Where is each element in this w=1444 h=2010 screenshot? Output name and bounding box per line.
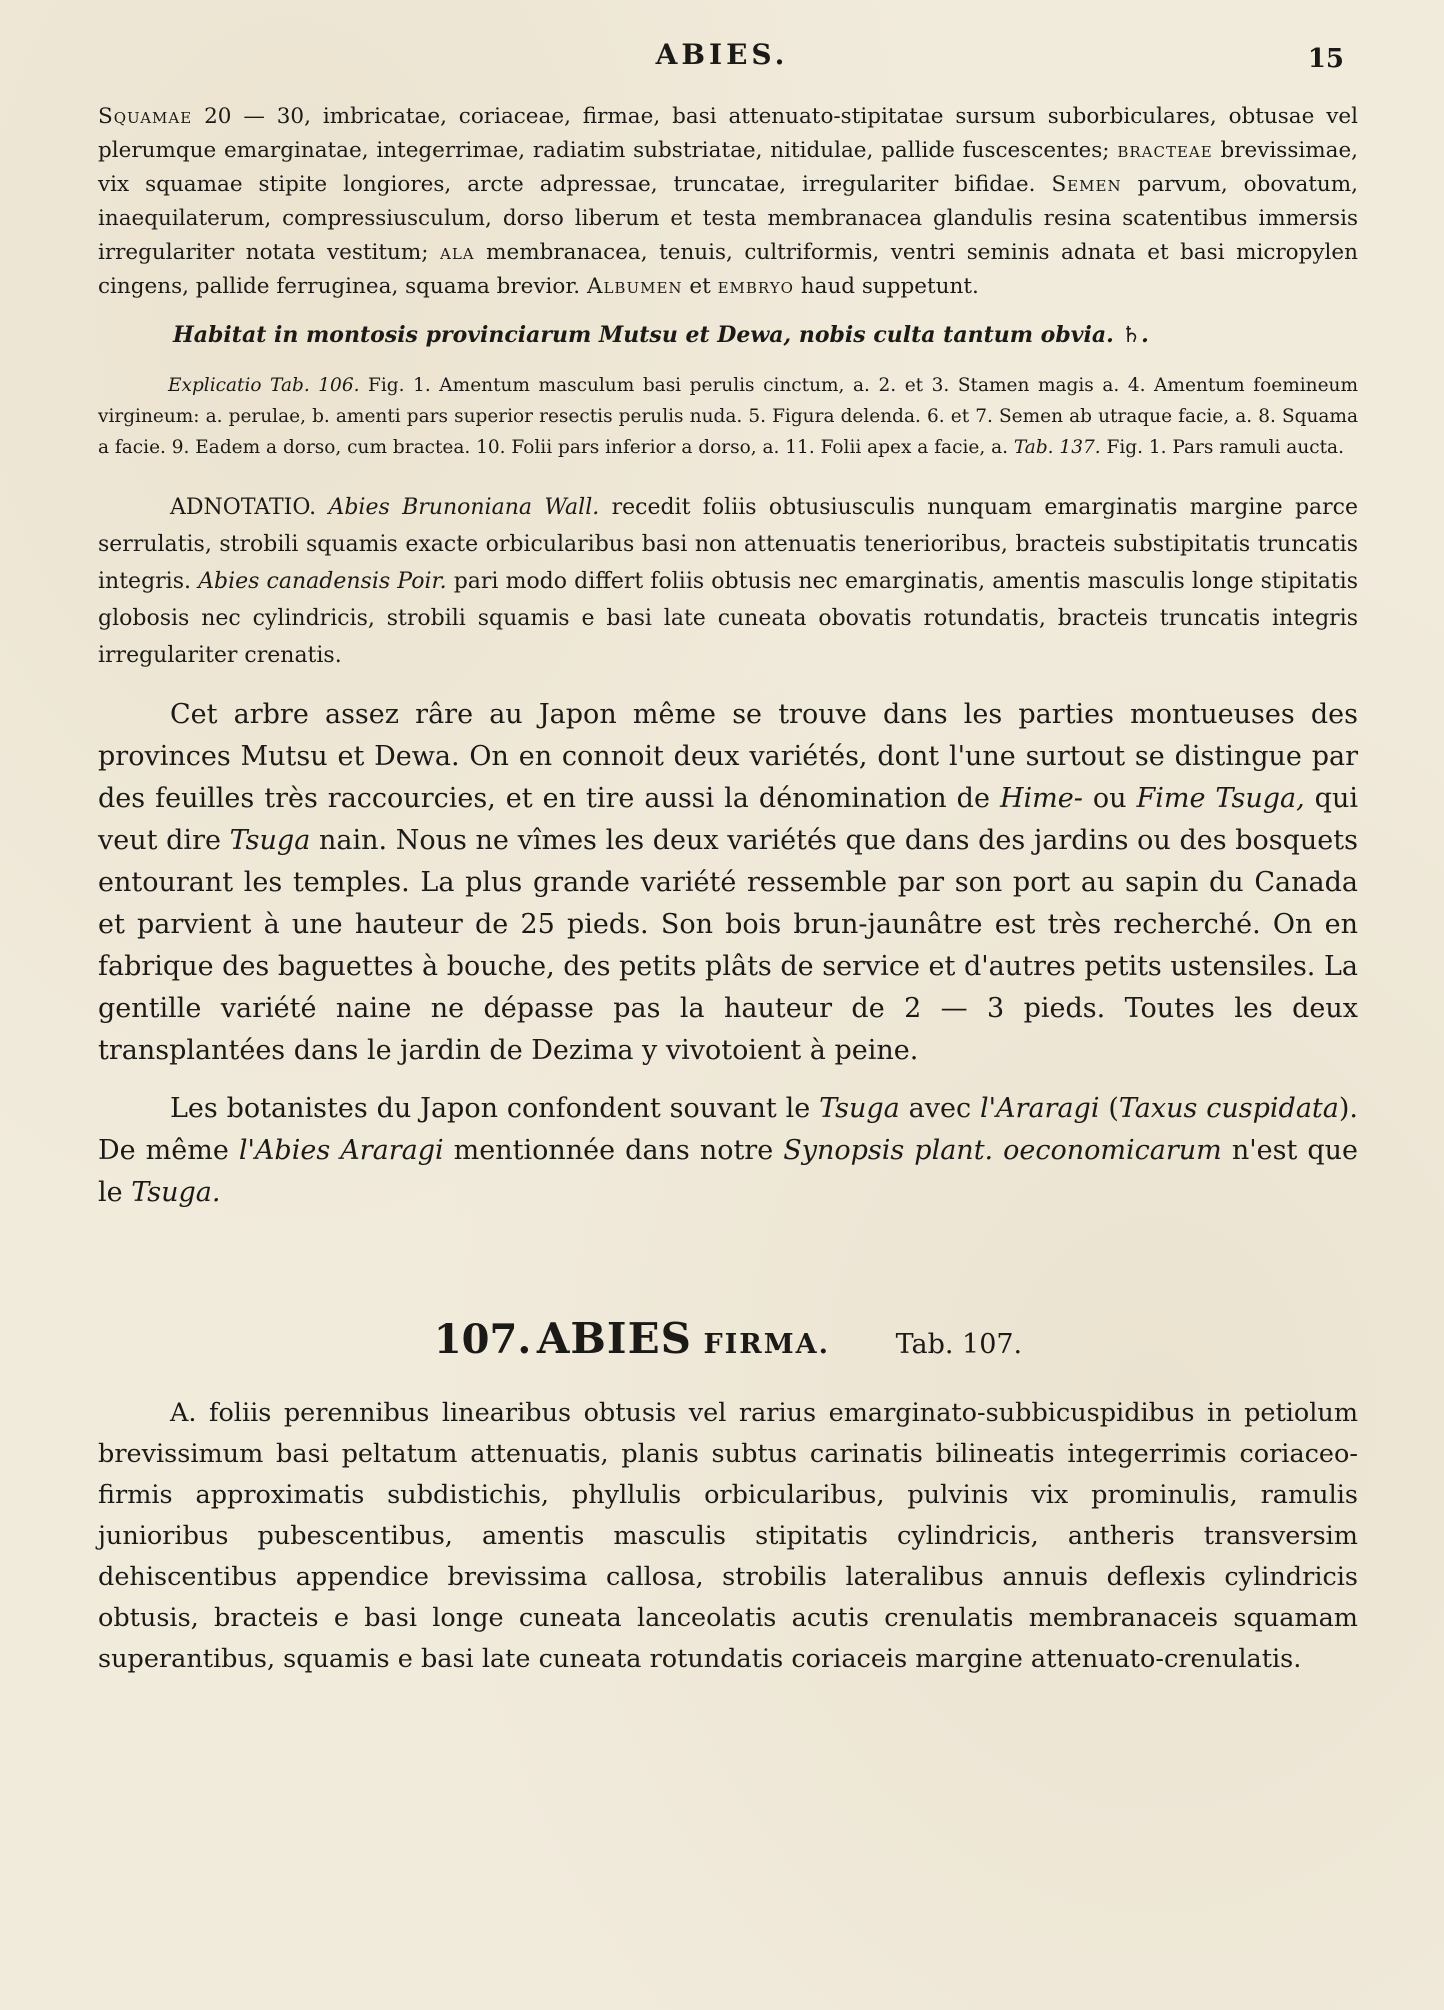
explicatio-text: Fig. 1. Amentum masculum basi perulis cinctum, a. 2. et 3. Stamen magis a. 4. Amentum foemineum virgineum: a. perulae, b. amenti pars superior resectis perulis nuda. 5. Figura delenda. 6. et 7. Semen ab utraque facie, a. 8. Squama a facie. 9. Eadem a dorso, cum bractea. 10. Folii pars inferior a dorso, a. 11. Folii apex a facie, a. bbox=[98, 375, 1358, 458]
fr1-text1: Cet arbre assez râre au Japon même se trouve dans les parties montueuses des provinces Mutsu et Dewa. On en connoit deux variétés, dont l'une surtout se distingue par des feuilles très raccourcies, et en tire aussi la dénomination de bbox=[98, 699, 1358, 814]
species-genus: ABIES bbox=[536, 1314, 692, 1363]
explicatio-label: Explicatio Tab. 106. bbox=[168, 375, 360, 396]
squamae-label: Squamae bbox=[98, 104, 193, 129]
fr2-text1: Les botanistes du Japon confondent souvant le bbox=[170, 1093, 820, 1124]
fr2-tsuga1: Tsuga bbox=[819, 1093, 900, 1124]
page-number: 15 bbox=[1307, 44, 1344, 74]
fr2-text5: mentionnée dans notre bbox=[443, 1135, 784, 1166]
fr2-text3: ( bbox=[1099, 1093, 1119, 1124]
fr1-text3: nain. Nous ne vîmes les deux variétés que dans des jardins ou des bosquets entourant les temples. La plus grande variété ressemble par son port au sapin du Canada et parvient à une hauteur de 25 pieds. Son bois brun-jaunâtre est très recherché. On en fabrique des baguettes à bouche, des petits plâts de service et d'autres petits ustensiles. La gentille variété naine ne dépasse pas la hauteur de 2 — 3 pieds. Toutes les deux transplantées dans le jardin de Dezima y vivotoient à peine. bbox=[98, 825, 1358, 1066]
species-number: 107. bbox=[433, 1316, 532, 1363]
running-title: ABIES. bbox=[655, 38, 789, 71]
semen-text: parvum, obovatum, inaequilaterum, compressiusculum, dorso liberum et testa membranacea glandulis resina scatentibus immersis irregulariter notata vestitum; bbox=[98, 172, 1358, 265]
description-end: haud suppetunt. bbox=[793, 274, 979, 299]
fr1-tsuga: Tsuga bbox=[229, 825, 311, 856]
adnotatio-species2: Abies canadensis Poir. bbox=[198, 569, 447, 594]
fr2-text6: n'est que le bbox=[98, 1135, 1358, 1208]
et-text: et bbox=[682, 274, 718, 299]
fr2-abies-araragi: l'Abies Araragi bbox=[238, 1135, 444, 1166]
fr2-tsuga2: Tsuga. bbox=[131, 1177, 221, 1208]
fr2-text4: ). De même bbox=[98, 1093, 1358, 1166]
fr2-synopsis: Synopsis plant. oeconomicarum bbox=[783, 1135, 1222, 1166]
explicatio-text2: Fig. 1. Pars ramuli aucta. bbox=[1100, 437, 1344, 458]
species-heading bbox=[98, 1314, 1358, 1363]
fr2-text2: avec bbox=[899, 1093, 980, 1124]
french-paragraph-2 bbox=[98, 1088, 1358, 1214]
explicatio-tab2: Tab. 137. bbox=[1013, 437, 1101, 458]
embryo-label: embryo bbox=[717, 274, 794, 299]
diagnosis-paragraph: A. foliis perennibus linearibus obtusis vel rarius emarginato-subbicuspidibus in petiolum brevissimum basi peltatum attenuatis, planis subtus carinatis bilineatis integerrimis coriaceo-firmis approximatis subdistichis, phyllulis orbicularibus, pulvinis vix prominulis, ramulis junioribus pubescentibus, amentis masculis stipitatis cylindricis, antheris transversim dehiscentibus appendice brevissima callosa, strobilis lateralibus annuis deflexis cylindricis obtusis, bracteis e basi longe cuneata lanceolatis acutis crenulatis membranaceis squamam superantibus, squamis e basi late cuneata rotundatis coriaceis margine attenuato-crenulatis. bbox=[98, 1398, 1358, 1674]
semen-label: Semen bbox=[1051, 172, 1122, 197]
bracteae-label: bracteae bbox=[1117, 138, 1213, 163]
fr1-fime: Fime Tsuga, bbox=[1136, 783, 1305, 814]
fr2-taxus: Taxus cuspidata bbox=[1118, 1093, 1339, 1124]
page-content bbox=[98, 100, 1358, 1680]
fr1-ou: ou bbox=[1082, 783, 1137, 814]
ala-label: ala bbox=[440, 240, 475, 265]
explicatio-paragraph bbox=[98, 370, 1358, 463]
fr2-araragi: l'Araragi bbox=[979, 1093, 1100, 1124]
fr1-text2: qui veut dire bbox=[98, 783, 1358, 856]
bracteae-text: brevissimae, vix squamae stipite longiores, arcte adpressae, truncatae, irregulariter bifidae. bbox=[98, 138, 1359, 197]
adnotatio-paragraph bbox=[98, 489, 1358, 674]
description-paragraph bbox=[98, 100, 1358, 304]
albumen-label: Albumen bbox=[586, 274, 683, 299]
species-epithet: FIRMA. bbox=[703, 1329, 830, 1360]
adnotatio-text2: pari modo differt foliis obtusis nec emarginatis, amentis masculis longe stipitatis globosis nec cylindricis, strobili squamis e basi late cuneata obovatis rotundatis, bracteis truncatis integris irregulariter crenatis. bbox=[98, 569, 1358, 668]
adnotatio-text1: recedit foliis obtusiusculis nunquam emarginatis margine parce serrulatis, strobili squamis exacte orbicularibus basi non attenuatis tenerioribus, bracteis substipitatis truncatis integris. bbox=[98, 495, 1359, 594]
habitat-line: Habitat in montosis provinciarum Mutsu et Dewa, nobis culta tantum obvia. ♄. bbox=[173, 322, 1149, 348]
french-paragraph-1 bbox=[98, 694, 1358, 1072]
adnotatio-species1: Abies Brunoniana Wall. bbox=[328, 495, 600, 520]
fr1-hime: Hime- bbox=[999, 783, 1083, 814]
squamae-text: 20 — 30, imbricatae, coriaceae, firmae, basi attenuato-stipitatae sursum suborbiculares, obtusae vel plerumque emarginatae, integerrimae, radiatim substriatae, nitidulae, pallide fuscescentes; bbox=[98, 104, 1358, 163]
ala-text: membranacea, tenuis, cultriformis, ventri seminis adnata et basi micropylen cingens, pallide ferruginea, squama brevior. bbox=[98, 240, 1358, 299]
species-tab: Tab. 107. bbox=[895, 1329, 1023, 1360]
adnotatio-label: ADNOTATIO. bbox=[170, 495, 317, 520]
